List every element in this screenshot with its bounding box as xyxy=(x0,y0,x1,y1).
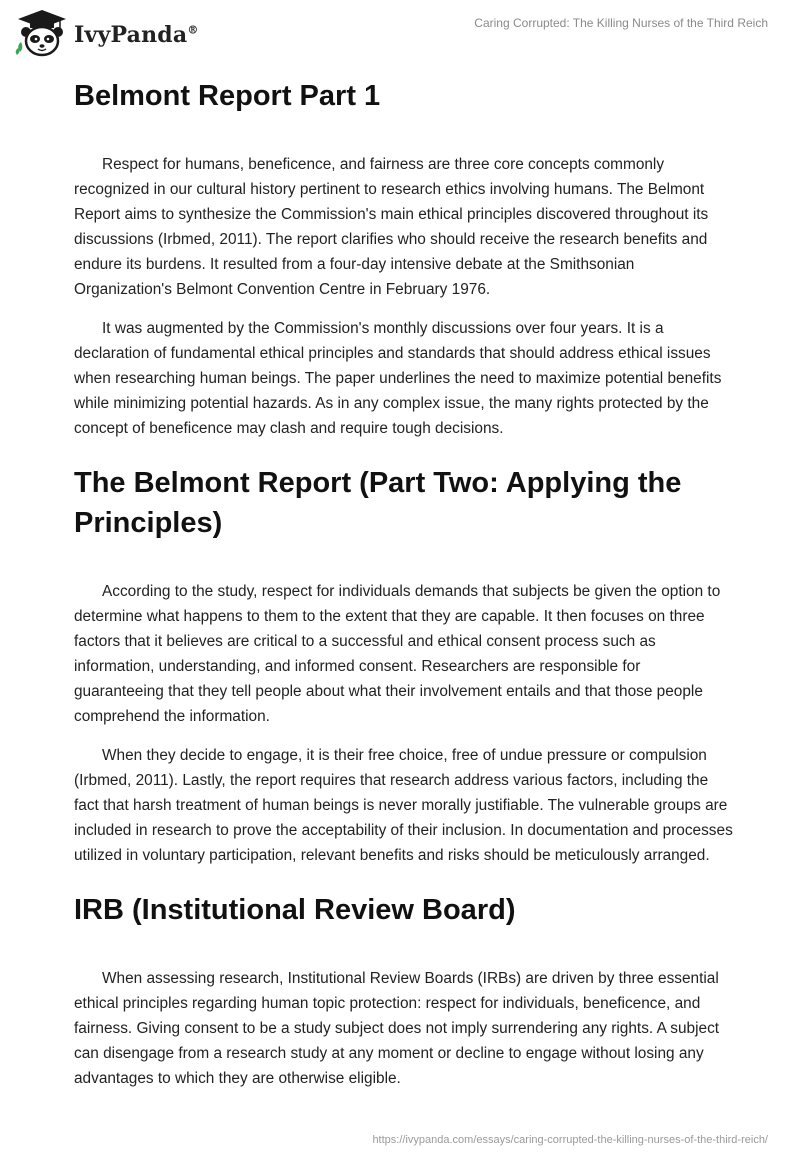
source-url-link[interactable]: https://ivypanda.com/essays/caring-corrupted-the-killing-nurses-of-the-third-reich/ xyxy=(372,1134,768,1146)
page-header xyxy=(0,0,800,70)
paragraph: Respect for humans, beneficence, and fairness are three core concepts commonly recognized in our cultural history pertinent to research ethics involving humans. The Belmont Report aims to synthesize the Commission's main ethical principles discovered throughout its discussions (Irbmed, 2011). The report clarifies who should receive the research benefits and endure its burdens. It resulted from a four-day intensive debate at the Smithsonian Organization's Belmont Convention Centre in February 1976. xyxy=(74,156,709,298)
paragraph: It was augmented by the Commission's monthly discussions over four years. It is a declaration of fundamental ethical principles and standards that should address ethical issues when researching human beings. The paper underlines the need to maximize potential benefits while minimizing potential hazards. As in any complex issue, the many rights protected by the concept of beneficence may clash and require tough decisions. xyxy=(74,320,722,437)
article-body xyxy=(74,76,734,1091)
panda-graduate-icon xyxy=(14,8,70,58)
registered-mark: ® xyxy=(187,23,199,37)
document-title: Caring Corrupted: The Killing Nurses of the Third Reich xyxy=(474,16,768,30)
paragraph: According to the study, respect for individuals demands that subjects be given the option to determine what happens to them to the extent that they are capable. It then focuses on three factors that it believes are critical to a successful and ethical consent process such as information, understanding, and informed consent. Researchers are responsible for guaranteeing that they tell people about what their involvement entails and that those people comprehend the information. xyxy=(74,583,721,725)
section-heading: Belmont Report Part 1 xyxy=(74,80,381,112)
paragraph: When they decide to engage, it is their free choice, free of undue pressure or compulsion (Irbmed, 2011). Lastly, the report requires that research address various factors, including the fact that harsh treatment of human beings is never morally justifiable. The vulnerable groups are included in research to prove the acceptability of their inclusion. In documentation and processes utilized in voluntary participation, relevant benefits and risks should be meticulously arranged. xyxy=(74,747,733,864)
brand-name: IvyPanda® xyxy=(74,22,199,48)
section-heading: IRB (Institutional Review Board) xyxy=(74,894,516,926)
paragraph: When assessing research, Institutional Review Boards (IRBs) are driven by three essential ethical principles regarding human topic protection: respect for individuals, beneficence, and fairness. Giving consent to be a study subject does not imply surrendering any rights. A subject can disengage from a research study at any moment or decline to engage without losing any advantages to which they are otherwise eligible. xyxy=(74,970,720,1087)
section-heading: The Belmont Report (Part Two: Applying the Principles) xyxy=(74,467,682,539)
brand-logo[interactable] xyxy=(14,8,199,58)
